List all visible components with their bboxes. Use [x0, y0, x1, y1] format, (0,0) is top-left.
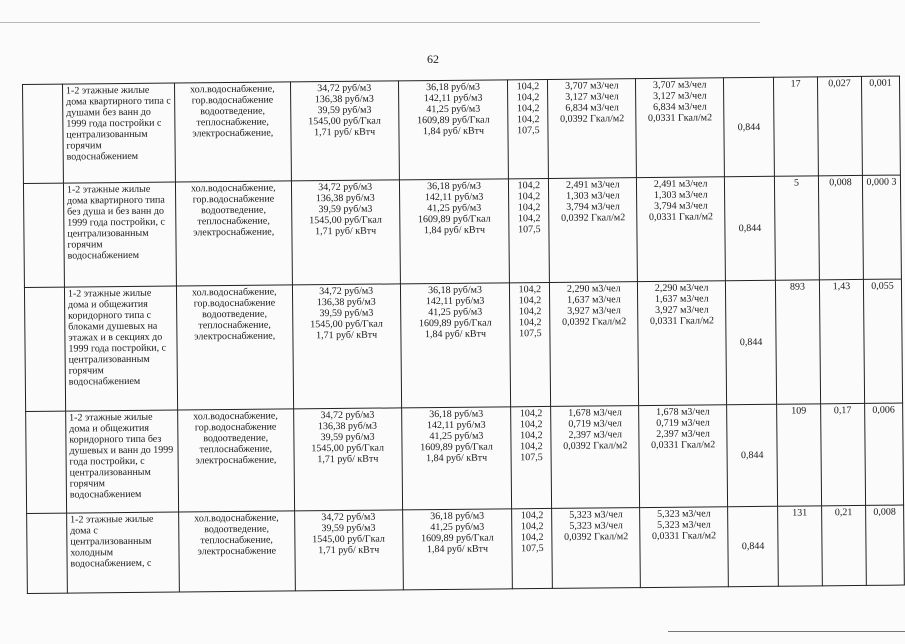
tariffs-1-cell — [290, 81, 399, 181]
tariffs-2-cell-line: 142,11 руб/м3 — [424, 191, 484, 204]
services-cell-line: электроснабжение, — [195, 454, 277, 467]
value-b-cell: 0,006 — [865, 403, 904, 505]
norms-1-cell-line: 2,397 м3/чел — [568, 429, 623, 441]
services-cell-line: электроснабжение, — [194, 330, 276, 343]
index-cell-line: 104,2 — [516, 81, 540, 93]
tariffs-1-cell-line: 1,71 руб/ кВтч — [315, 225, 377, 238]
norms-1-cell — [548, 79, 637, 179]
category-cell: 1-2 этажные жилые дома и общежития коридорного типа с блоками душевых на этажах и в секциях до 1999 года постройки, с централизованным горячим водоснабжением — [64, 286, 177, 411]
value-a-cell: 0,008 — [818, 175, 863, 279]
services-cell-line: хол.водоснабжение, — [190, 83, 275, 96]
index-cell-line: 104,2 — [520, 510, 544, 522]
norms-1-cell-line: 0,0392 Гкал/м2 — [563, 440, 628, 452]
norms-2-cell-line: 0,0331 Гкал/м2 — [651, 439, 716, 451]
index-cell-line: 104,2 — [520, 521, 544, 533]
count-cell: 109 — [777, 404, 822, 506]
index-cell-line: 104,2 — [518, 317, 542, 329]
index-cell — [512, 508, 553, 588]
services-cell-line: электроснабжение — [197, 545, 277, 558]
index-cell-line: 107,5 — [521, 543, 544, 555]
tariffs-1-cell-line: 34,72 руб/м3 — [317, 82, 372, 95]
norms-1-cell-line: 3,127 м3/чел — [565, 91, 619, 103]
tariffs-1-cell-line: 1545,00 руб/Гкал — [309, 214, 382, 227]
tariffs-2-cell-line: 1,84 руб/ кВтч — [426, 452, 488, 465]
value-a-cell: 1,43 — [819, 279, 864, 403]
norms-2-cell-line: 0,0331 Гкал/м2 — [648, 211, 714, 223]
services-cell-line: теплоснабжение, — [200, 534, 273, 547]
coef-cell: 0,844 — [728, 506, 779, 586]
index-cell-line: 104,2 — [520, 430, 543, 442]
norms-2-cell-line: 3,707 м3/чел — [652, 79, 707, 91]
norms-1-cell-line: 0,0392 Гкал/м2 — [562, 316, 627, 328]
norms-1-cell-line: 2,290 м3/чел — [566, 283, 621, 295]
tariffs-2-cell-line: 142,11 руб/м3 — [425, 295, 485, 308]
norms-2-cell-line: 0,0331 Гкал/м2 — [651, 530, 717, 542]
tariffs-2-cell-line: 1609,89 руб/Гкал — [421, 532, 494, 545]
tariffs-1-cell-line: 136,38 руб/м3 — [316, 296, 376, 309]
value-a-cell: 0,21 — [822, 505, 867, 585]
index-cell-line: 104,2 — [518, 306, 542, 318]
coef-cell: 0,844 — [725, 176, 776, 280]
tariffs-1-cell-line: 136,38 руб/м3 — [314, 93, 374, 106]
tariffs-2-cell-line: 1609,89 руб/Гкал — [420, 441, 493, 454]
norms-1-cell-line: 0,0392 Гкал/м2 — [564, 531, 629, 543]
tariffs-1-cell-line: 39,59 руб/м3 — [320, 431, 375, 444]
norms-1-cell-line: 5,323 м3/чел — [569, 509, 623, 521]
category-cell: 1-2 этажные жилые дома квартирного типа без душа и без ванн до 1999 года постройки, с централизованным горячим водоснабжением — [63, 182, 176, 287]
table-row — [23, 175, 901, 287]
row-number-cell — [23, 84, 64, 183]
count-cell: 893 — [775, 280, 820, 404]
norms-2-cell-line: 1,637 м3/чел — [654, 293, 709, 305]
index-cell-line: 104,2 — [518, 295, 542, 307]
category-cell: 1-2 этажные жилые дома и общежития коридорного типа без душевых и ванн до 1999 года постройки, с централизованным горячим водоснабжением — [66, 410, 179, 513]
coef-cell: 0,844 — [726, 280, 777, 404]
category-cell: 1-2 этажные жилые дома квартирного типа с душами без ванн до 1999 года постройки с централизованным горячим водоснабжением — [62, 83, 175, 183]
norms-1-cell — [549, 178, 638, 283]
tariffs-1-cell — [293, 408, 402, 511]
index-cell-line: 104,2 — [517, 202, 541, 214]
norms-2-cell — [639, 405, 728, 508]
tariffs-1-cell — [292, 284, 401, 409]
tariffs-1-cell — [294, 510, 403, 591]
tariffs-1-cell — [291, 180, 400, 285]
services-cell-line: хол.водоснабжение, — [193, 410, 278, 423]
coef-cell: 0,844 — [724, 77, 775, 176]
index-cell-line: 104,2 — [517, 191, 541, 203]
tariffs-1-cell-line: 136,38 руб/м3 — [315, 192, 375, 205]
services-cell — [174, 82, 291, 182]
norms-1-cell-line: 2,491 м3/чел — [565, 179, 620, 191]
norms-1-cell — [551, 406, 640, 509]
table-row — [26, 403, 904, 513]
count-cell: 17 — [774, 77, 819, 176]
value-b-cell: 0,001 — [861, 76, 900, 175]
tariffs-1-cell-line: 1545,00 руб/Гкал — [311, 442, 385, 455]
services-cell-line: хол.водоснабжение, — [194, 512, 279, 525]
tariffs-2-cell-line: 41,25 руб/м3 — [430, 521, 485, 534]
tariffs-2-cell-line: 1,84 руб/ кВтч — [423, 224, 486, 237]
services-cell-line: гор.водоснабжение — [192, 193, 275, 206]
index-cell — [511, 406, 552, 508]
services-cell-line: водоотведение, — [200, 105, 266, 118]
tariffs-2-cell-line: 142,11 руб/м3 — [426, 419, 486, 432]
norms-1-cell-line: 0,719 м3/чел — [568, 418, 622, 430]
index-cell-line: 104,2 — [516, 92, 540, 104]
tariff-table — [22, 76, 905, 594]
tariffs-2-cell-line: 36,18 руб/м3 — [427, 284, 483, 297]
tariffs-1-cell-line: 34,72 руб/м3 — [319, 285, 374, 298]
tariffs-1-cell-line: 1,71 руб/ кВтч — [314, 126, 376, 139]
norms-1-cell-line: 1,678 м3/чел — [568, 407, 622, 419]
tariffs-1-cell-line: 34,72 руб/м3 — [320, 409, 375, 422]
services-cell — [178, 511, 295, 592]
index-cell-line: 104,2 — [519, 419, 543, 431]
norms-2-cell-line: 2,397 м3/чел — [656, 428, 710, 440]
tariffs-2-cell-line: 1,84 руб/ кВтч — [422, 125, 485, 138]
norms-2-cell — [640, 507, 729, 588]
index-cell-line: 107,5 — [520, 452, 543, 464]
norms-2-cell-line: 0,0331 Гкал/м2 — [649, 315, 715, 327]
value-a-cell: 0,027 — [817, 76, 862, 175]
norms-2-cell — [636, 78, 725, 178]
value-b-cell: 0,008 — [866, 505, 905, 585]
services-cell-line: электроснабжение, — [192, 127, 274, 140]
tariff-rows — [23, 76, 905, 593]
index-cell-line: 107,5 — [518, 224, 541, 236]
tariffs-2-cell-line: 41,25 руб/м3 — [428, 306, 483, 319]
index-cell-line: 104,2 — [516, 114, 540, 126]
services-cell-line: теплоснабжение, — [196, 116, 269, 129]
norms-2-cell-line: 0,0331 Гкал/м2 — [647, 112, 713, 124]
index-cell — [508, 79, 549, 178]
tariffs-2-cell-line: 1609,89 руб/Гкал — [418, 317, 492, 330]
index-cell-line: 104,2 — [520, 532, 544, 544]
norms-2-cell-line: 5,323 м3/чел — [656, 508, 711, 520]
services-cell — [176, 285, 293, 410]
norms-1-cell-line: 0,0392 Гкал/м2 — [560, 113, 625, 125]
services-cell-line: гор.водоснабжение — [193, 297, 276, 310]
norms-2-cell-line: 0,719 м3/чел — [656, 417, 710, 429]
norms-2-cell-line: 1,678 м3/чел — [656, 406, 710, 418]
row-number-cell — [24, 287, 65, 411]
tariffs-2-cell-line: 1609,89 руб/Гкал — [417, 114, 490, 127]
norms-1-cell-line: 5,323 м3/чел — [569, 520, 623, 532]
tariffs-1-cell-line: 136,38 руб/м3 — [317, 420, 378, 433]
tariffs-1-cell-line: 39,59 руб/м3 — [319, 307, 374, 320]
tariffs-2-cell-line: 142,11 руб/м3 — [423, 92, 483, 105]
index-cell — [509, 178, 550, 282]
index-cell-line: 104,2 — [516, 103, 540, 115]
norms-1-cell — [550, 282, 639, 407]
norms-2-cell-line: 3,927 м3/чел — [655, 304, 709, 316]
norms-1-cell-line: 1,637 м3/чел — [567, 294, 621, 306]
services-cell-line: хол.водоснабжение, — [191, 286, 277, 299]
norms-1-cell-line: 6,834 м3/чел — [565, 102, 619, 114]
value-b-cell: 0,000 3 — [862, 175, 901, 279]
tariffs-1-cell-line: 1545,00 руб/Гкал — [308, 115, 381, 128]
norms-1-cell-line: 3,707 м3/чел — [565, 80, 619, 92]
category-cell: 1-2 этажные жилые дома с централизованным холодным водоснабжением, с — [67, 512, 180, 593]
tariffs-1-cell-line: 39,59 руб/м3 — [317, 104, 372, 117]
norms-2-cell-line: 6,834 м3/чел — [653, 101, 707, 113]
index-cell-line: 104,2 — [517, 213, 541, 225]
norms-1-cell-line: 0,0392 Гкал/м2 — [561, 212, 626, 224]
table-row — [24, 279, 902, 411]
services-cell — [175, 181, 292, 286]
value-b-cell: 0,055 — [863, 279, 902, 403]
norms-2-cell-line: 2,491 м3/чел — [653, 178, 708, 190]
services-cell-line: гор.водоснабжение — [191, 94, 274, 107]
norms-2-cell — [638, 281, 727, 406]
index-cell-line: 104,2 — [519, 408, 543, 420]
tariffs-2-cell-line: 41,25 руб/м3 — [427, 202, 482, 215]
norms-2-cell-line: 1,303 м3/чел — [653, 189, 708, 201]
norms-2-cell-line: 3,127 м3/чел — [652, 90, 707, 102]
norms-2-cell-line: 3,794 м3/чел — [654, 200, 708, 212]
norms-2-cell-line: 5,323 м3/чел — [657, 519, 711, 531]
services-cell-line: теплоснабжение, — [198, 319, 271, 332]
tariffs-2-cell-line: 41,25 руб/м3 — [426, 103, 481, 116]
services-cell-line: водоотведение, — [202, 308, 268, 321]
tariffs-2-cell-line: 1609,89 руб/Гкал — [417, 213, 491, 226]
index-cell-line: 104,2 — [520, 441, 543, 453]
norms-2-cell-line: 2,290 м3/чел — [654, 282, 709, 294]
scan-edge-line — [0, 22, 760, 23]
scan-bottom-line — [668, 631, 905, 632]
row-number-cell — [23, 183, 64, 287]
services-cell-line: теплоснабжение, — [199, 443, 273, 456]
index-cell-line: 104,2 — [518, 284, 542, 296]
row-number-cell — [26, 411, 67, 513]
norms-1-cell — [552, 508, 641, 589]
index-cell-line: 107,5 — [519, 328, 542, 340]
services-cell-line: водоотведение, — [204, 523, 270, 536]
page-number: 62 — [427, 52, 439, 66]
tariffs-1-cell-line: 39,59 руб/м3 — [321, 522, 376, 535]
value-a-cell: 0,17 — [821, 403, 866, 505]
norms-1-cell-line: 3,794 м3/чел — [566, 201, 620, 213]
tariffs-1-cell-line: 39,59 руб/м3 — [318, 203, 373, 216]
tariffs-1-cell-line: 1,71 руб/ кВтч — [316, 329, 378, 342]
index-cell-line: 104,2 — [517, 180, 541, 192]
table-row — [23, 76, 901, 183]
norms-1-cell-line: 1,303 м3/чел — [566, 190, 620, 202]
tariffs-1-cell-line: 1,71 руб/ кВтч — [318, 544, 380, 557]
count-cell: 131 — [778, 506, 823, 586]
services-cell-line: водоотведение, — [203, 432, 269, 445]
tariffs-2-cell-line: 1,84 руб/ кВтч — [426, 543, 489, 556]
norms-1-cell-line: 3,927 м3/чел — [567, 305, 621, 317]
tariffs-1-cell-line: 34,72 руб/м3 — [318, 181, 373, 194]
row-number-cell — [27, 513, 68, 593]
services-cell-line: теплоснабжение, — [197, 215, 270, 228]
tariffs-1-cell-line: 1,71 руб/ кВтч — [317, 453, 379, 466]
tariffs-2-cell-line: 1,84 руб/ кВтч — [424, 328, 487, 341]
tariffs-2-cell-line: 41,25 руб/м3 — [429, 430, 484, 443]
tariffs-2-cell-line: 36,18 руб/м3 — [429, 408, 484, 421]
tariffs-1-cell-line: 34,72 руб/м3 — [321, 511, 376, 524]
tariffs-2-cell — [402, 509, 513, 590]
count-cell: 5 — [774, 176, 819, 280]
tariffs-2-cell-line: 36,18 руб/м3 — [430, 510, 485, 523]
tariffs-2-cell — [398, 80, 509, 180]
tariffs-2-cell-line: 36,18 руб/м3 — [426, 81, 481, 94]
services-cell-line: хол.водоснабжение, — [190, 182, 276, 195]
tariffs-2-cell-line: 36,18 руб/м3 — [426, 180, 482, 193]
tariffs-2-cell — [399, 179, 510, 284]
tariffs-1-cell-line: 1545,00 руб/Гкал — [310, 318, 383, 331]
services-cell — [177, 409, 294, 512]
norms-2-cell — [637, 177, 726, 282]
tariff-sheet — [22, 76, 905, 644]
tariffs-2-cell — [401, 407, 512, 510]
services-cell-line: электроснабжение, — [193, 226, 275, 239]
services-cell-line: водоотведение, — [201, 204, 267, 217]
tariffs-1-cell-line: 1545,00 руб/Гкал — [312, 533, 385, 546]
services-cell-line: гор.водоснабжение — [194, 421, 277, 434]
index-cell-line: 107,5 — [517, 125, 540, 137]
table-row — [27, 505, 905, 593]
tariffs-2-cell — [400, 283, 511, 408]
coef-cell: 0,844 — [727, 404, 778, 506]
index-cell — [510, 282, 551, 406]
